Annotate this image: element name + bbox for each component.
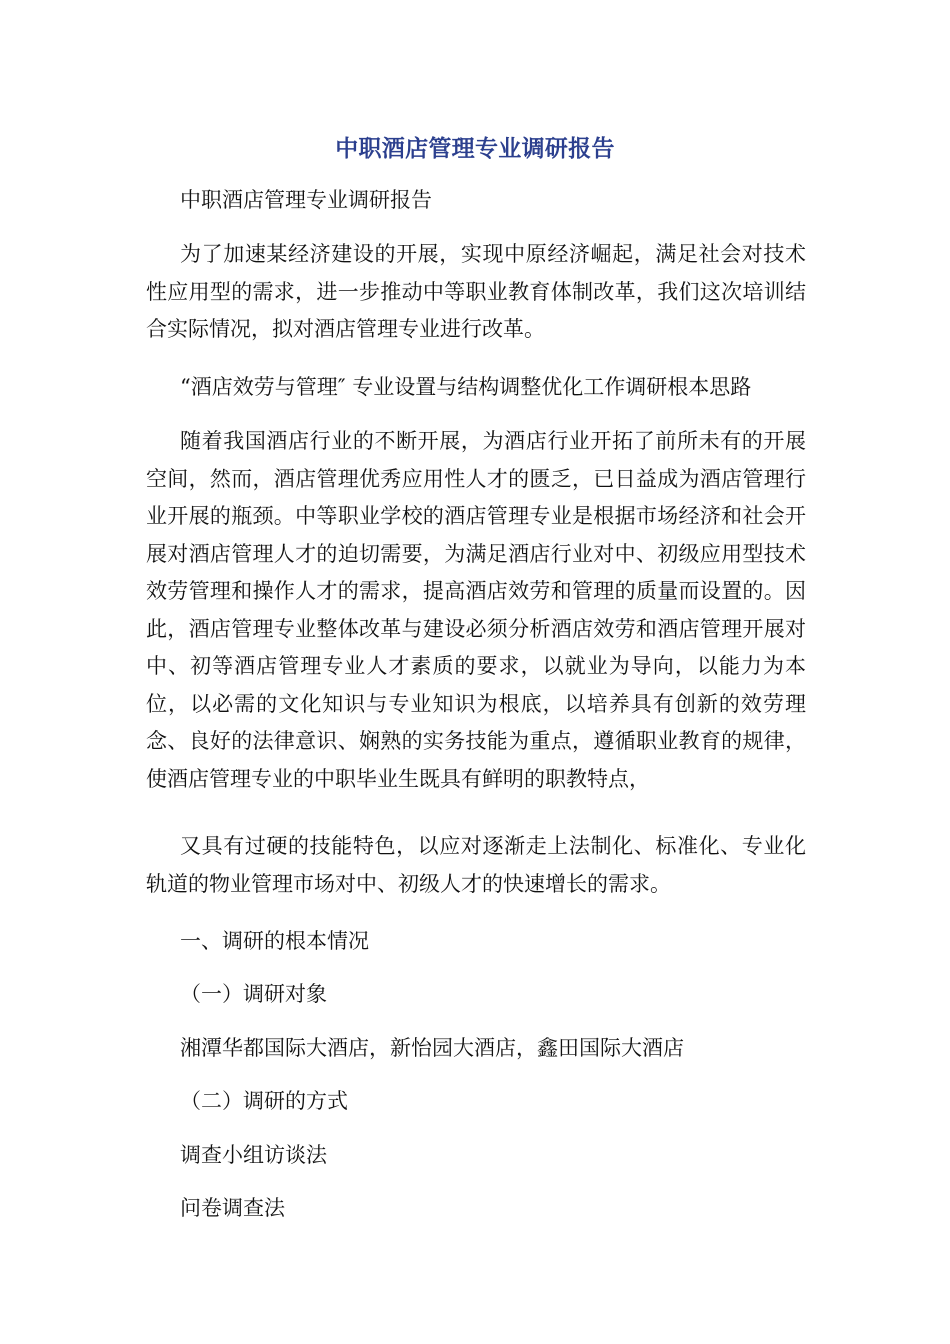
continuation-paragraph: 又具有过硬的技能特色，以应对逐渐走上法制化、标准化、专业化轨道的物业管理市场对中、初级人才的快速增长的需求。 bbox=[146, 834, 806, 896]
heading-survey-basics: 一、调研的根本情况 bbox=[180, 929, 369, 953]
survey-subjects-list: 湘潭华都国际大酒店，新怡园大酒店，鑫田国际大酒店 bbox=[180, 1036, 684, 1060]
method-group-interview: 调查小组访谈法 bbox=[180, 1143, 327, 1167]
document-subtitle: 中职酒店管理专业调研报告 bbox=[180, 188, 432, 212]
subheading-survey-subjects: （一）调研对象 bbox=[180, 982, 327, 1006]
body-paragraph: 随着我国酒店行业的不断开展，为酒店行业开拓了前所未有的开展空间，然而，酒店管理优秀应用性人才的匮乏，已日益成为酒店管理行业开展的瓶颈。中等职业学校的酒店管理专业是根据市场经济和社会开展对酒店管理人才的迫切需要，为满足酒店行业对中、初级应用型技术效劳管理和操作人才的需求，提高酒店效劳和管理的质量而设置的。因此，酒店管理专业整体改革与建设必须分析酒店效劳和酒店管理开展对中、初等酒店管理专业人才素质的要求，以就业为导向，以能力为本位，以必需的文化知识与专业知识为根底，以培养具有创新的效劳理念、良好的法律意识、娴熟的实务技能为重点，遵循职业教育的规律，使酒店管理专业的中职毕业生既具有鲜明的职教特点， bbox=[146, 429, 806, 791]
section-heading: “酒店效劳与管理″ 专业设置与结构调整优化工作调研根本思路 bbox=[180, 375, 752, 399]
intro-paragraph: 为了加速某经济建设的开展，实现中原经济崛起，满足社会对技术性应用型的需求，进一步推动中等职业教育体制改革，我们这次培训结合实际情况，拟对酒店管理专业进行改革。 bbox=[146, 242, 806, 341]
subheading-survey-methods: （二）调研的方式 bbox=[180, 1089, 348, 1113]
document-title: 中职酒店管理专业调研报告 bbox=[335, 136, 615, 162]
method-questionnaire: 问卷调查法 bbox=[180, 1196, 285, 1220]
